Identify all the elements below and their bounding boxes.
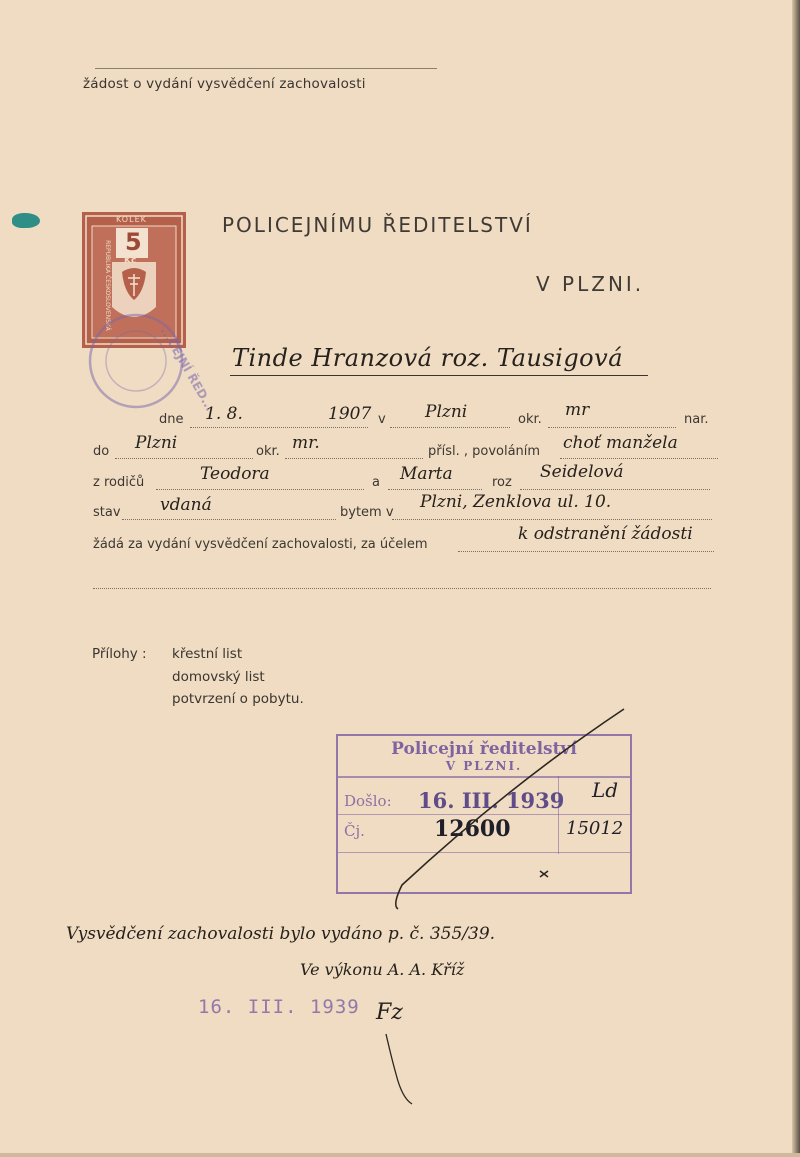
received-label: Došlo: — [344, 792, 392, 810]
annexes — [92, 643, 304, 707]
addressee-line-2: V PLZNI. — [536, 272, 645, 296]
occupation: choť manžela — [563, 433, 678, 453]
annexes-label: Přílohy : — [92, 646, 147, 662]
rule-maiden — [520, 489, 710, 490]
round-police-stamp — [80, 310, 218, 414]
received-date: 16. III. 1939 — [418, 788, 565, 813]
label-v: v — [378, 412, 386, 427]
note-line-2: Ve výkonu A. A. Kříž — [300, 960, 465, 979]
stamp-top-text: KOLEK — [116, 215, 147, 224]
ref-number: 12600 — [434, 816, 511, 842]
label-roz: roz — [492, 475, 512, 490]
rule-birthplace — [390, 427, 510, 428]
received-stamp-city: V PLZNI. — [445, 759, 523, 773]
label-z-rodicu: z rodičů — [93, 475, 145, 490]
marital-status: vdaná — [160, 495, 212, 515]
rule-mother — [388, 489, 482, 490]
rule-domicile — [115, 458, 253, 459]
date-stamp: 16. III. 1939 — [198, 996, 360, 1018]
ink-blot — [12, 213, 40, 228]
residence: Plzni, Zenklova ul. 10. — [420, 492, 612, 512]
received-initials: Ld — [592, 778, 619, 802]
annex-item: domovský list — [172, 668, 265, 685]
label-bytem-v: bytem v — [340, 505, 394, 520]
domicile: Plzni — [135, 433, 178, 453]
name-underline — [230, 375, 648, 376]
domicile-district: mr. — [292, 433, 320, 453]
rule-domicile-district — [285, 458, 423, 459]
stamp-currency: Kč — [124, 256, 137, 266]
label-do: do — [93, 444, 110, 459]
label-dne: dne — [159, 412, 184, 427]
label-okr-2: okr. — [256, 444, 280, 459]
signature: Fz — [376, 1000, 403, 1025]
birth-place: Plzni — [425, 402, 468, 422]
round-stamp-text: ...CEJNÍ ŘED... — [157, 324, 218, 414]
annex-item: potvrzení o pobytu. — [172, 691, 304, 707]
received-stamp-title: Policejní ředitelství — [391, 739, 577, 759]
rule-district — [548, 427, 676, 428]
rule-purpose — [458, 551, 714, 552]
rule-status — [122, 519, 336, 520]
label-zada: žádá za vydání vysvědčení zachovalosti, za účelem — [93, 537, 428, 552]
father: Teodora — [200, 464, 270, 484]
birth-day: 1. 8. — [205, 404, 243, 424]
label-nar: nar. — [684, 412, 709, 427]
ref-label: Čj. — [344, 822, 365, 840]
note-line-1: Vysvědčení zachovalosti bylo vydáno p. č. 355/39. — [66, 924, 496, 944]
annexes-list — [172, 643, 304, 711]
top-rule — [95, 68, 437, 69]
label-a: a — [372, 475, 380, 490]
addressee-line-1: POLICEJNÍMU ŘEDITELSTVÍ — [222, 213, 533, 237]
purpose: k odstranění žádosti — [518, 524, 693, 544]
applicant-name: Tinde Hranzová roz. Tausigová — [232, 344, 623, 372]
signature-stroke — [372, 1030, 432, 1110]
pen-strike — [390, 705, 630, 915]
label-stav: stav — [93, 505, 121, 520]
label-okr-1: okr. — [518, 412, 542, 427]
birth-district: mr — [565, 400, 590, 420]
rule-occupation — [560, 458, 718, 459]
page-edge-shadow — [792, 0, 800, 1157]
document-type: žádost o vydání vysvědčení zachovalosti — [83, 76, 366, 92]
stamp-value: 5 — [125, 228, 142, 256]
stamp-side-text: REPUBLIKA ČESKOSLOVENSKÁ — [103, 240, 111, 331]
ref-suffix: 15012 — [566, 818, 624, 839]
rule-residence — [392, 519, 712, 520]
label-prisl: přísl. , povoláním — [428, 444, 541, 459]
mother: Marta — [400, 464, 453, 484]
page-bottom-edge — [0, 1153, 800, 1157]
rule-father — [156, 489, 364, 490]
birth-year: 1907 — [328, 404, 372, 424]
annex-item: křestní list — [172, 646, 243, 662]
rule-date — [190, 427, 368, 428]
mother-maiden-name: Seidelová — [540, 462, 624, 482]
rule-blank — [93, 588, 711, 589]
